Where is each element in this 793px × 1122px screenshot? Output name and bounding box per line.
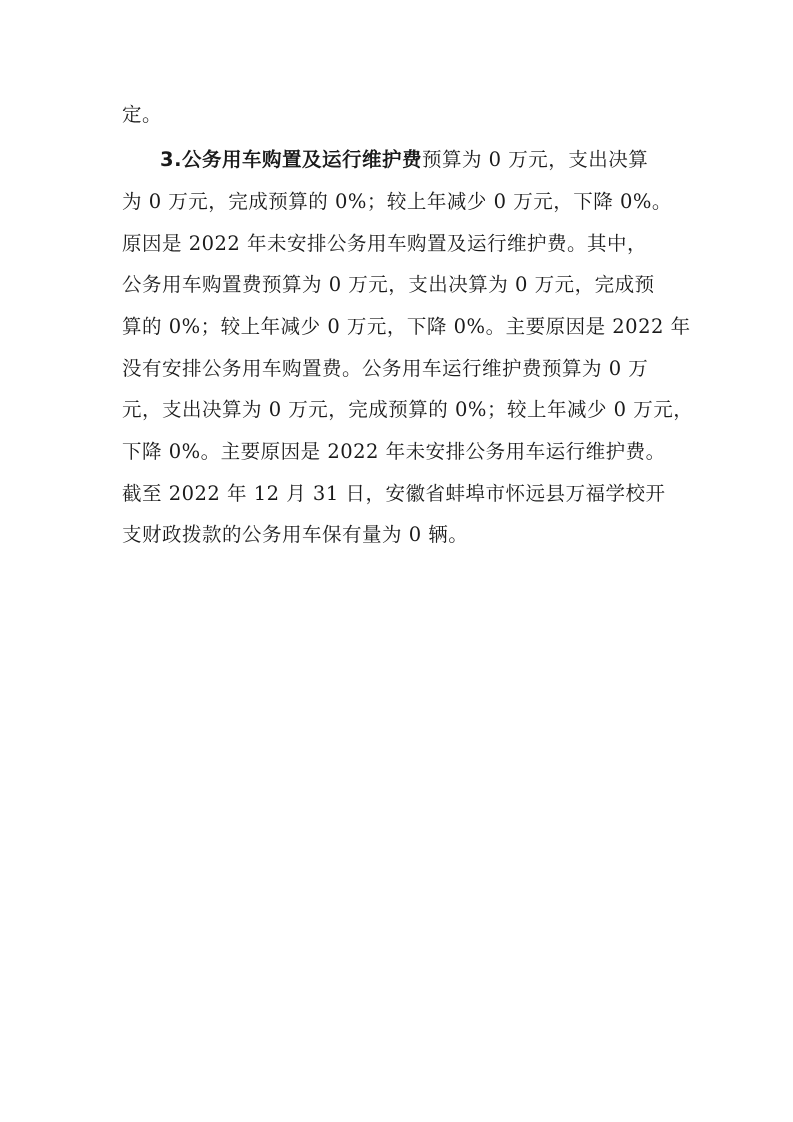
section-3-first-line-text: 预算为 0 万元，支出决算 — [421, 148, 649, 171]
paragraph-continuation: 定。 — [122, 103, 163, 126]
paragraph-line: 公务用车购置费预算为 0 万元，支出决算为 0 万元，完成预 — [122, 273, 655, 296]
section-3-heading: 3.公务用车购置及运行维护费 — [160, 148, 422, 171]
paragraph-line: 元，支出决算为 0 万元，完成预算的 0%；较上年减少 0 万元， — [122, 398, 694, 421]
paragraph-line: 支财政拨款的公务用车保有量为 0 辆。 — [122, 523, 469, 546]
paragraph-line: 截至 2022 年 12 月 31 日，安徽省蚌埠市怀远县万福学校开 — [122, 482, 666, 505]
paragraph-line: 下降 0%。主要原因是 2022 年未安排公务用车运行维护费。 — [122, 440, 666, 463]
section-3-first-line — [160, 145, 648, 175]
paragraph-line: 原因是 2022 年未安排公务用车购置及运行维护费。其中， — [122, 232, 648, 255]
paragraph-line: 算的 0%；较上年减少 0 万元，下降 0%。主要原因是 2022 年 — [122, 315, 691, 338]
paragraph-line: 没有安排公务用车购置费。公务用车运行维护费预算为 0 万 — [122, 357, 649, 380]
paragraph-line: 为 0 万元，完成预算的 0%；较上年减少 0 万元，下降 0%。 — [122, 190, 672, 213]
